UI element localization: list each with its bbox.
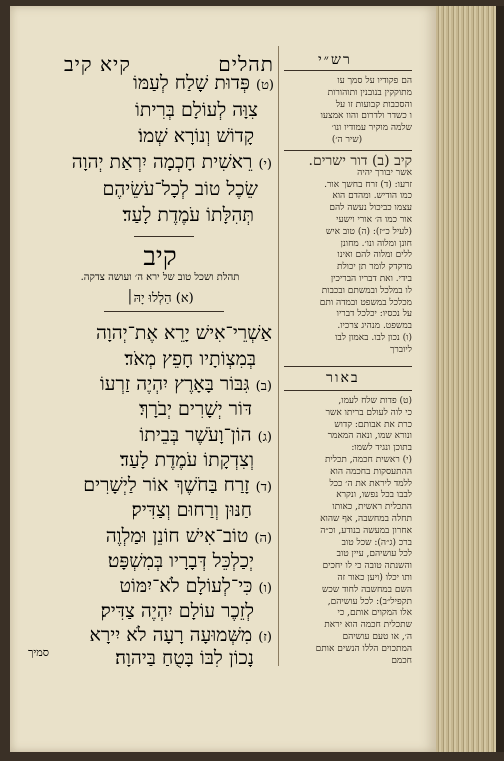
catchword: סמיך	[28, 646, 50, 659]
verse-line: קָדוֹשׁ וְנוֹרָא שְׁמוֹ׃	[138, 125, 254, 147]
divider	[134, 236, 194, 237]
verse-line: (י) רֵאשִׁית חָכְמָה יִרְאַת יְהוָה	[71, 151, 272, 173]
divider	[284, 150, 412, 151]
verse-line: שֵׂכֶל טוֹב לְכָל־עֹשֵׂיהֶם	[102, 178, 258, 200]
verse-line: וְצִדְקָתוֹ עֹמֶדֶת לָעַד׃	[119, 449, 254, 471]
header-title: תהלים	[218, 52, 274, 76]
verse-line: דּוֹר יְשָׁרִים יְבֹרָךְ׃	[139, 398, 252, 420]
verse-line: (ב) גִּבּוֹר בָּאָרֶץ יִהְיֶה זַרְעוֹ	[99, 373, 272, 395]
divider	[284, 70, 412, 71]
beur-title: באור	[326, 370, 360, 386]
divider	[284, 366, 412, 367]
rashi-body: קיב (ב) דור ישרים. אשר יבורך יהיה זרעו: (ד) זרח בחשך אור. כמו הודיש. ומהדם הוא עצמו כביכול נעשה להם אור כמו ה׳ אורי וישעי (לעיל כ״ז): (ה) טוב איש חונן ומלוה ונו׳. מחונן ללים ומלוה להם ואינו מדקדק לומר תן יכולת בידי. ואת דבריו הבריכין לו במלכל ובמשתם ובכבות מכלכל במשפט ובמדה ותם על נכסיו: יכלכל דבריו במשפט. מנהיג צרכיו. (ו) נכון לבו. באמון לבו ליוברך	[308, 153, 412, 355]
verse-line: (ז) מִשְּׁמוּעָה רָעָה לֹא יִירָא	[89, 624, 272, 646]
divider	[284, 390, 412, 391]
header-chapters: קיא קיב	[64, 52, 131, 76]
verse-line: (ו) כִּי־לְעוֹלָם לֹא־יִמּוֹט	[119, 575, 272, 597]
verse-line: (ה) טוֹב־אִישׁ חוֹנֵן וּמַלְוֶה	[105, 525, 272, 547]
verse-line: נָכוֹן לִבּוֹ בָּטֻחַ בַּיהוָה׃	[115, 647, 254, 669]
psalm-number: קיב	[143, 242, 177, 272]
verse-line: יְכַלְכֵּל דְּבָרָיו בְּמִשְׁפָּט׃	[107, 550, 254, 572]
page-edges	[436, 6, 496, 752]
verse-line: צִוָּה לְעוֹלָם בְּרִיתוֹ	[135, 99, 258, 121]
psalm-superscription: תהלת ושכל טוב של ירא ה׳ ועושה צדקה.	[80, 272, 240, 283]
verse-line: אַשְׁרֵי־אִישׁ יָרֵא אֶת־יְהוָה	[95, 322, 272, 344]
verse-line: בְּמִצְוֹתָיו חָפֵץ מְאֹד׃	[124, 348, 256, 370]
rashi-top-block: הם פקודיו על סמך עו מתוקקין בנובנין ותוהורות והסכבות קבועות זו על ו כשדר ולדרום והוו אמצעו שלמה מוקיר עמודיו ונו׳ (שיר ה׳)	[320, 76, 412, 145]
verse-line: (ג) הוֹן־וָעֹשֶׁר בְּבֵיתוֹ	[139, 424, 272, 446]
beur-body: (ט) פדות שלח לעמו, כי לוה לעולם בריתו אשר כרת את אבותם: קדוש ונורא שמו, ונאה המאמר בתוכן ונגיד לשמו: (י) ראשית חכמה, תכלית ההתעסקות בחכמה הוא ללמד ליראת את ה׳ ככל לבבו בכל נפשו, ונקרא התכלית ראשית, כאותו תחלה במחשבה, אף שהוא אחרון במעשה בנודע, וכ״ה ברכ (ג״ה): שכל טוב לכל עושיהם, עיין טוב והשנתה טובה כי לו יחכים ותו יכלו (ויען כאור זה השם במחשבה לחוד שכש תקפיל״ב): לכל עושיהם, אלו המקוים אותם, כי שתכלית חכמה הוא יראת ה׳, או טעם עושיהם המתכוים הללו הנשים אותם חכמם	[315, 396, 412, 666]
rashi-title: רש״י	[318, 52, 352, 68]
verse-line: תְּהִלָּתוֹ עֹמֶדֶת לָעַד׃	[122, 204, 254, 226]
verse-line: לְזֵכֶר עוֹלָם יִהְיֶה צַדִּיק׃	[100, 600, 254, 622]
verse-line: חַנּוּן וְרַחוּם וְצַדִּיק׃	[131, 499, 252, 521]
psalm-opening: (א) הַלְלוּ יָהּ׀	[126, 291, 194, 306]
verse-line: (ט) פְּדוּת שָׁלַח לְעַמּוֹ	[132, 72, 274, 94]
column-divider	[278, 46, 279, 666]
divider	[104, 311, 224, 312]
verse-line: (ד) זָרַח בַּחֹשֶׁךְ אוֹר לַיְשָׁרִים	[83, 474, 272, 496]
